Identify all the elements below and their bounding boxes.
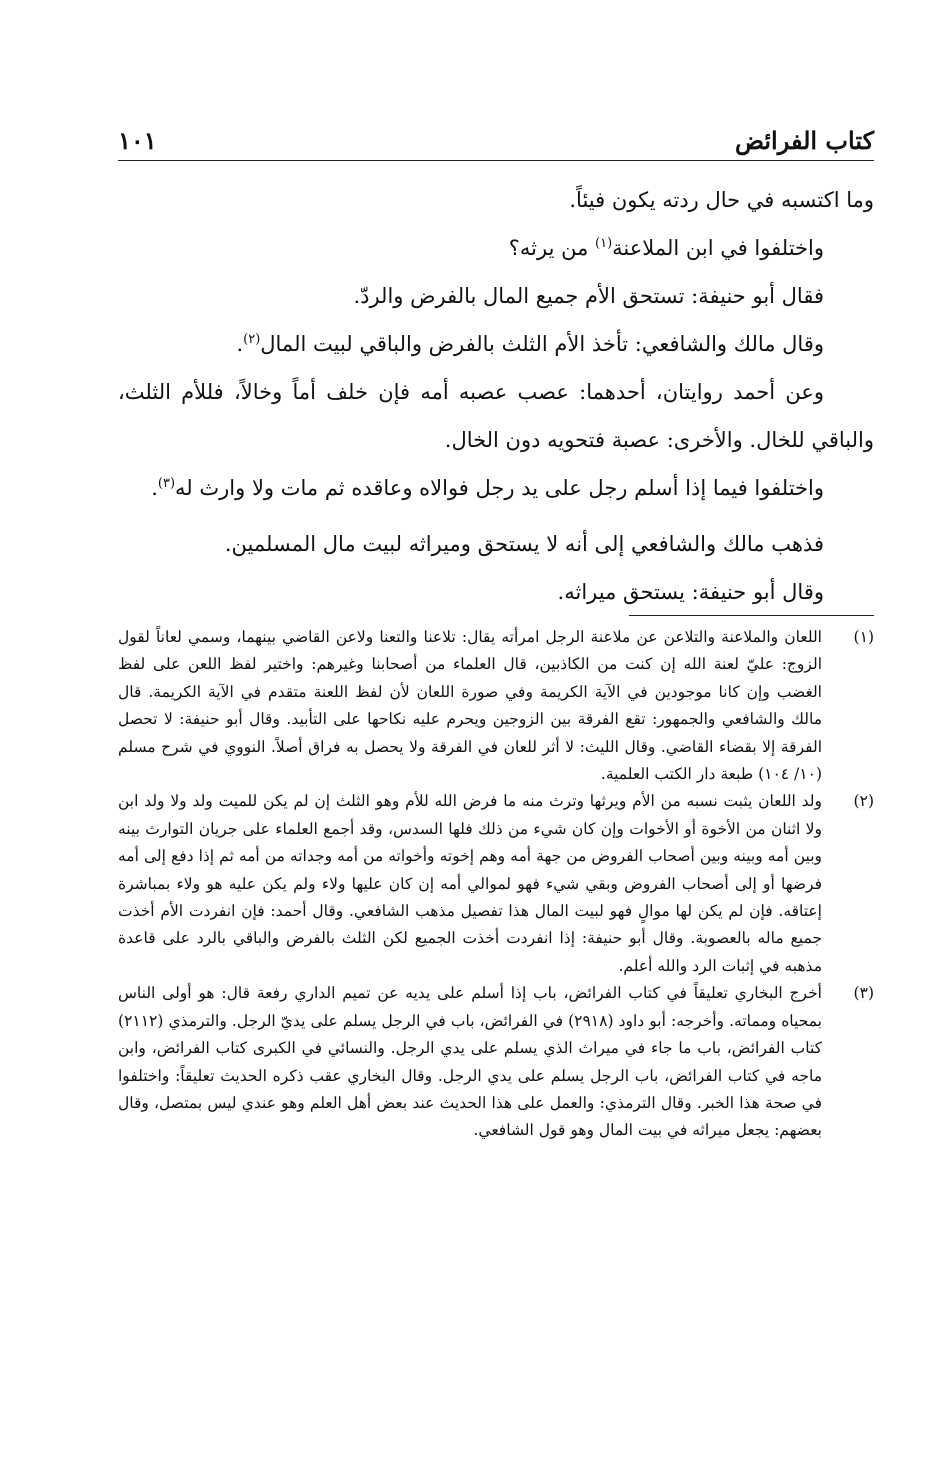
- footnote-text: اللعان والملاعنة والتلاعن عن ملاعنة الرجل امرأته يقال: تلاعنا والتعنا ولاعن القاضي بينهما، وسمي لعاناً لقول الزوج: عليّ لعنة الله إن كنت من الكاذبين، قال العلماء من أصحابنا وغيرهم: واختير لفظ اللعن على لفظ الغضب وإن كانا موجودين في الآية الكريمة وفي صورة اللعان لأن لفظ اللعنة متقدم في الآية الكريمة. قال مالك والشافعي والجمهور: تقع الفرقة بين الزوجين ويحرم عليه نكاحها على التأبيد. وقال أبو حنيفة: لا تحصل الفرقة إلا بقضاء القاضي. وقال الليث: لا أثر للعان في الفرقة ولا يحصل به فراق أصلاً. النووي في شرح مسلم (١٠/ ١٠٤) طبعة دار الكتب العلمية.: [118, 628, 822, 784]
- footnote-number: (١): [853, 628, 874, 646]
- running-head: [118, 120, 874, 161]
- paragraph: [118, 320, 874, 368]
- footnote: [118, 980, 874, 1144]
- paragraph-text: واختلفوا في ابن الملاعنة: [612, 236, 824, 260]
- footnote-ref[interactable]: (٣): [157, 476, 176, 491]
- paragraph: [118, 464, 874, 512]
- paragraph-text: فذهب مالك والشافعي إلى أنه لا يستحق وميراثه لبيت مال المسلمين.: [224, 532, 824, 556]
- paragraph-text: وما اكتسبه في حال ردته يكون فيئاً.: [569, 188, 874, 212]
- footnote-text: ولد اللعان يثبت نسبه من الأم ويرثها وترث منه ما فرض الله للأم وهو الثلث إن لم يكن للميت ولد ولا ولد ابن ولا اثنان من الأخوة أو الأخوات وإن كان شيء من ذلك فلها السدس، وقد أجمع العلماء على جريان التوارث بينه وبين أمه وبينه وبين أصحاب الفروض من جهة أمه وهم إخوته وأخواته من أمه وجداته من أمه ثم إذا دفع إلى أمه فرضها أو إلى أصحاب الفروض وبقي شيء فهو لموالي أمه إن كان عليها ولاء ولم يكن عليه هو ولاء بمباشرة إعتاقه. فإن لم يكن لها موالٍ فهو لبيت المال هذا تفصيل مذهب الشافعي. وقال أحمد: فإن انفردت الأم أخذت جميع ماله بالعصوبة. وقال أبو حنيفة: إذا انفردت أخذت الجميع لكن الثلث بالفرض والباقي بالرد على قاعدة مذهبه في إثبات الرد والله أعلم.: [118, 792, 822, 975]
- paragraph: [118, 368, 874, 464]
- footnote: [118, 624, 874, 788]
- footnote-ref[interactable]: (١): [595, 236, 613, 251]
- paragraph-text: .: [151, 476, 158, 500]
- paragraph: [118, 176, 874, 224]
- paragraph: [118, 272, 874, 320]
- page-number: ١٠١: [118, 126, 157, 155]
- chapter-title: كتاب الفرائض: [734, 126, 874, 155]
- paragraph: [118, 224, 874, 272]
- paragraph-text: وقال مالك والشافعي: تأخذ الأم الثلث بالفرض والباقي لبيت المال: [260, 332, 824, 356]
- paragraph-text: .: [236, 332, 244, 356]
- footnote: [118, 788, 874, 980]
- footnote-text: أخرج البخاري تعليقاً في كتاب الفرائض، باب إذا أسلم على يديه عن تميم الداري رفعة قال: هو أولى الناس بمحياه ومماته. وأخرجه: أبو داود (٢٩١٨) في الفرائض، باب في الرجل يسلم على يديّ الرجل. والترمذي (٢١١٢) كتاب الفرائض، باب ما جاء في ميراث الذي يسلم على يدي الرجل. والنسائي في الكبرى كتاب الفرائض، وابن ماجه في كتاب الفرائض، باب الرجل يسلم على يدي الرجل. وقال البخاري عقب ذكره الحديث تعليقاً: واختلفوا في صحة هذا الخبر. وقال الترمذي: والعمل على هذا الحديث عند بعض أهل العلم وهو عندي ليس بمتصل، وقال بعضهم: يجعل ميراثه في بيت المال وهو قول الشافعي.: [118, 984, 822, 1140]
- paragraph-text: واختلفوا فيما إذا أسلم رجل على يد رجل فوالاه وعاقده ثم مات ولا وارث له: [175, 476, 824, 500]
- paragraph-text: فقال أبو حنيفة: تستحق الأم جميع المال بالفرض والردّ.: [353, 284, 824, 308]
- footnote-divider: [629, 615, 874, 616]
- paragraph-text: وعن أحمد روايتان، أحدهما: عصب عصبه أمه فإن خلف أماً وخالاً، فللأم الثلث، والباقي للخال. والأخرى: عصبة فتحويه دون الخال.: [118, 380, 874, 452]
- footnotes: [118, 624, 874, 1145]
- paragraph-text: من يرثه؟: [508, 236, 596, 260]
- main-text: [118, 176, 874, 616]
- footnote-number: (٢): [853, 792, 874, 811]
- paragraph-text: وقال أبو حنيفة: يستحق ميراثه.: [557, 580, 824, 604]
- paragraph: [118, 568, 874, 616]
- footnote-number: (٣): [853, 984, 874, 1003]
- paragraph: [118, 520, 874, 568]
- footnote-ref[interactable]: (٢): [243, 332, 261, 347]
